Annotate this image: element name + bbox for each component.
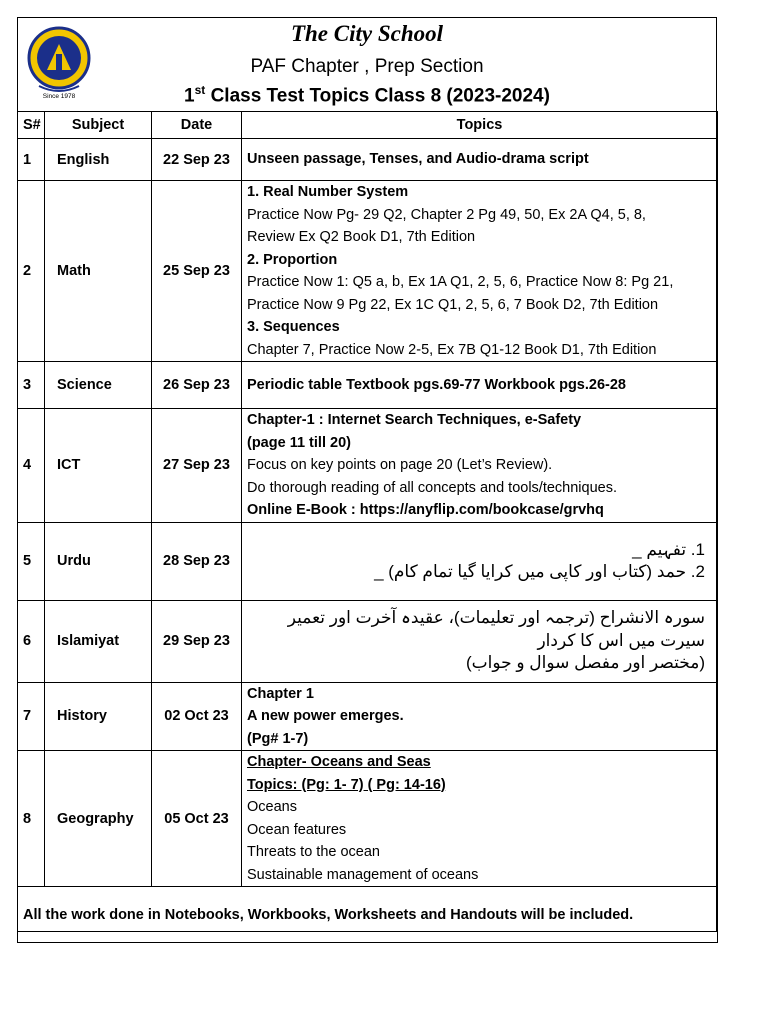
row-topics [242,600,718,682]
table-header-row [18,112,718,139]
row-topics [242,181,718,362]
row-subject: History [45,682,152,751]
table-row [18,409,718,523]
row-topics [242,522,718,600]
topic-line: Sustainable management of oceans [247,866,479,883]
topic-line: Review Ex Q2 Book D1, 7th Edition [247,229,476,245]
row-number: 6 [18,600,45,682]
col-header-subject: Subject [45,112,152,139]
row-number: 4 [18,409,45,523]
footer-note: All the work done in Notebooks, Workbooks, Worksheets and Handouts will be included. [18,887,718,943]
row-number: 2 [18,181,45,362]
topic-line: Practice Now Pg- 29 Q2, Chapter 2 Pg 49, 50, Ex 2A Q4, 5, 8, [247,206,646,223]
row-number: 8 [18,751,45,887]
row-subject: Urdu [45,522,152,600]
row-number: 3 [18,362,45,409]
col-header-date: Date [152,112,242,139]
topic-line: Practice Now 9 Pg 22, Ex 1C Q1, 2, 5, 6, 7 Book D2, 7th Edition [247,296,659,313]
topic-line: Chapter 7, Practice Now 2-5, Ex 7B Q1-12 Book D1, 7th Edition [247,341,657,358]
row-topics [242,409,718,523]
row-date: 29 Sep 23 [152,600,242,682]
footer-row [18,887,718,943]
logo-text: Since 1978 [42,93,76,100]
topic-line: Do thorough reading of all concepts and tools/techniques. [247,479,617,496]
title-rest: Class Test Topics Class 8 (2023-2024) [205,85,550,107]
topic-line: Threats to the ocean [247,844,380,860]
topic-heading: 1. Real Number System [247,184,409,200]
topic-heading: Topics: (Pg: 1- 7) ( Pg: 14-16) [247,776,446,793]
row-topics [242,139,718,181]
topic-line: Ocean features [247,821,347,838]
row-number: 1 [18,139,45,181]
row-subject: Science [45,362,152,409]
topic-line: (مختصر اور مفصل سوال و جواب) [465,653,705,673]
row-subject: Math [45,181,152,362]
table-row [18,139,718,181]
topic-line: (Pg# 1-7) [247,730,309,747]
row-number: 5 [18,522,45,600]
row-date: 26 Sep 23 [152,362,242,409]
topic-line: Practice Now 1: Q5 a, b, Ex 1A Q1, 2, 5, 6, Practice Now 8: Pg 21, [247,274,674,290]
topic-line: Unseen passage, Tenses, and Audio-drama script [247,151,589,168]
topics-table [17,111,718,943]
topic-line: سورہ الانشراح (ترجمہ اور تعلیمات)، عقیدہ آخرت اور تعمیر سیرت میں اس کا کردار [287,608,705,650]
topic-heading: Chapter- Oceans and Seas [247,754,431,770]
table-row [18,181,718,362]
header [18,18,716,112]
table-row [18,751,718,887]
topic-line: Focus on key points on page 20 (Let’s Review). [247,457,553,473]
chapter-name: PAF Chapter , Prep Section [250,56,484,77]
table-row [18,600,718,682]
topic-heading: 2. Proportion [247,251,338,268]
row-date: 27 Sep 23 [152,409,242,523]
row-number: 7 [18,682,45,751]
topic-line: Oceans [247,799,297,815]
col-header-sno: S# [18,112,45,139]
row-topics [242,751,718,887]
topic-line: A new power emerges. [247,708,404,724]
title-ordinal: 1 [184,85,195,107]
topic-heading: (page 11 till 20) [247,434,351,451]
row-date: 05 Oct 23 [152,751,242,887]
document-sheet [17,17,717,932]
topic-line: 2. حمد (کتاب اور کاپی میں کرایا گیا تمام کام) _ [374,562,705,581]
topic-line: Chapter 1 [247,685,314,702]
col-header-topics: Topics [242,112,718,139]
topic-link: Online E-Book : https://anyflip.com/bookcase/grvhq [247,502,604,518]
row-date: 22 Sep 23 [152,139,242,181]
topic-line: Periodic table Textbook pgs.69-77 Workbook pgs.26-28 [247,376,626,393]
table-row [18,522,718,600]
topic-line: 1. تفہیم _ [632,539,705,559]
row-date: 25 Sep 23 [152,181,242,362]
row-date: 28 Sep 23 [152,522,242,600]
table-row [18,682,718,751]
topic-heading: 3. Sequences [247,319,340,335]
row-topics [242,682,718,751]
row-subject: ICT [45,409,152,523]
school-name: The City School [290,21,444,46]
row-subject: Islamiyat [45,600,152,682]
row-date: 02 Oct 23 [152,682,242,751]
row-subject: English [45,139,152,181]
topic-heading: Chapter-1 : Internet Search Techniques, e-Safety [247,412,582,428]
page-title [18,83,716,107]
title-sup: st [194,83,206,97]
row-topics [242,362,718,409]
table-row [18,362,718,409]
row-subject: Geography [45,751,152,887]
